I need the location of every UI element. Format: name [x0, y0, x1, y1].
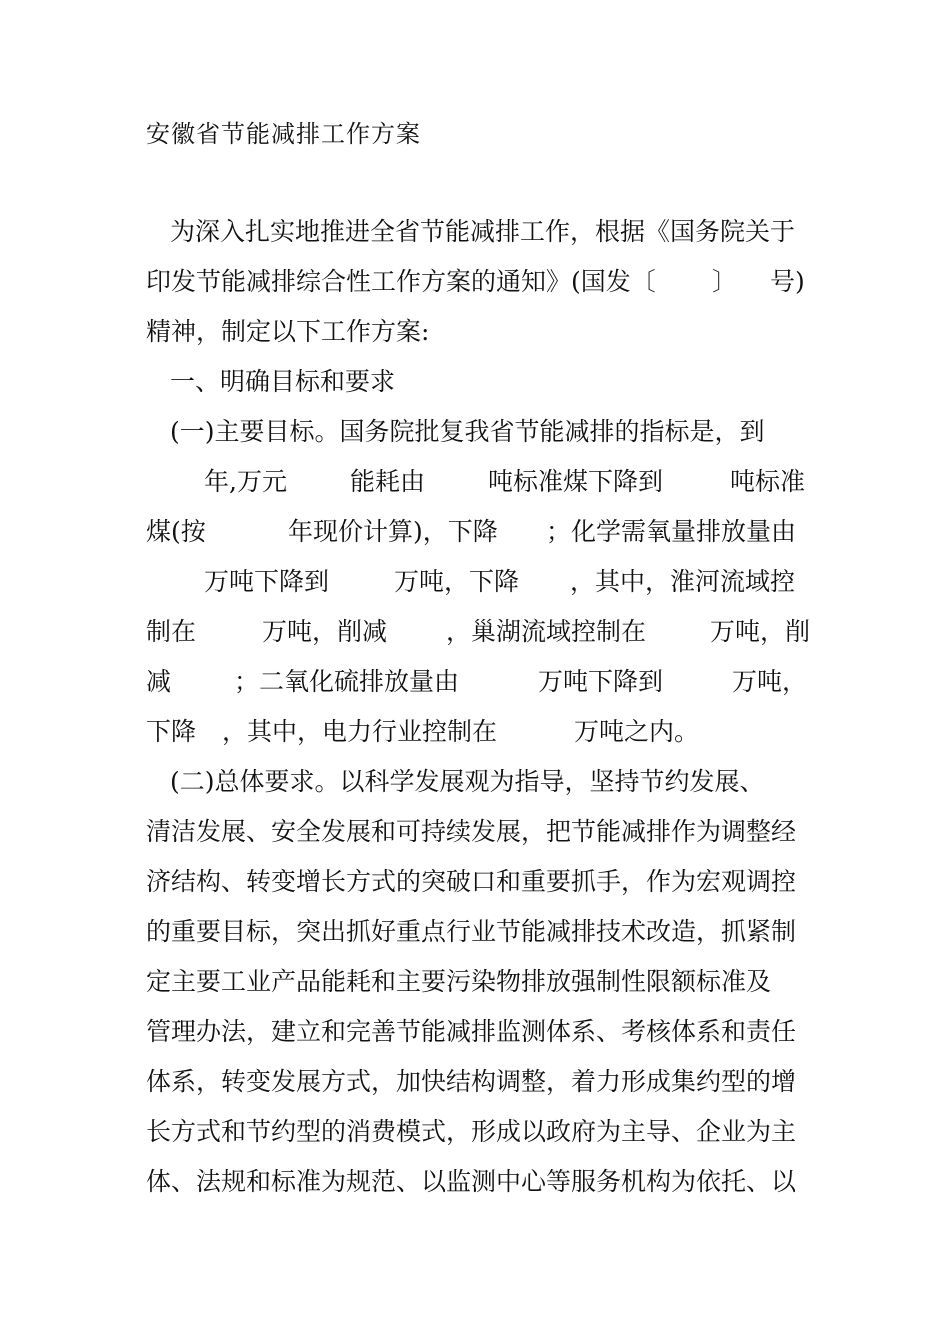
text-segment: 印发节能减排综合性工作方案的通知》(国发〔: [146, 267, 656, 296]
paragraph-line: [0, 812, 950, 852]
text-segment: 吨标准煤下降到: [488, 467, 664, 496]
text-segment: 年,万元: [204, 467, 287, 496]
text-segment: 万吨，削: [710, 617, 811, 646]
text-segment: 济结构、转变增长方式的突破口和重要抓手，作为宏观调控: [146, 867, 797, 896]
paragraph-line: [0, 712, 950, 752]
text-segment: 的重要目标，突出抓好重点行业节能减排技术改造，抓紧制: [146, 917, 797, 946]
text-segment: ；二氧化硫排放量由: [234, 667, 460, 696]
text-segment: 万吨，削减: [262, 617, 388, 646]
paragraph-line: [0, 762, 950, 802]
text-segment: 管理办法，建立和完善节能减排监测体系、考核体系和责任: [146, 1017, 797, 1046]
text-segment: 定主要工业产品能耗和主要污染物排放强制性限额标准及: [146, 967, 772, 996]
text-segment: ；化学需氧量排放量由: [546, 517, 797, 546]
text-segment: 万吨，: [732, 667, 808, 696]
paragraph-line: [0, 612, 950, 652]
text-segment: 煤(按: [146, 517, 206, 546]
text-segment: 吨标准: [730, 467, 806, 496]
text-segment: 制在: [146, 617, 197, 646]
text-segment: ，其中，电力行业控制在: [222, 717, 498, 746]
paragraph-line: [0, 562, 950, 602]
text-segment: 万吨下降到: [204, 567, 330, 596]
text-segment: 能耗由: [350, 467, 426, 496]
text-segment: 万吨，下降: [394, 567, 520, 596]
paragraph-line: [0, 1062, 950, 1102]
paragraph-line: [0, 1162, 950, 1202]
text-segment: 体系，转变发展方式，加快结构调整，着力形成集约型的增: [146, 1067, 797, 1096]
text-segment: 年现价计算)，下降: [288, 517, 498, 546]
paragraph-line: [0, 1012, 950, 1052]
paragraph-line: [0, 312, 950, 352]
paragraph-line: [0, 462, 950, 502]
paragraph-line: [0, 1112, 950, 1152]
text-segment: 清洁发展、安全发展和可持续发展，把节能减排作为调整经: [146, 817, 797, 846]
text-segment: 精神，制定以下工作方案:: [146, 317, 430, 346]
text-segment: 〕: [712, 267, 738, 296]
paragraph-line: [0, 412, 950, 452]
document-title: 安徽省节能减排工作方案: [146, 120, 421, 148]
paragraph-line: [0, 862, 950, 902]
text-segment: 下降: [146, 717, 197, 746]
paragraph-line: [0, 962, 950, 1002]
paragraph-line: [0, 662, 950, 702]
text-segment: 减: [146, 667, 172, 696]
text-segment: ，其中，淮河流域控: [570, 567, 796, 596]
text-segment: 体、法规和标准为规范、以监测中心等服务机构为依托、以: [146, 1167, 797, 1196]
text-segment: (一)主要目标。国务院批复我省节能减排的指标是，到: [170, 417, 765, 446]
text-segment: ，巢湖流域控制在: [446, 617, 647, 646]
paragraph-line: [0, 262, 950, 302]
text-segment: 为深入扎实地推进全省节能减排工作，根据《国务院关于: [170, 217, 796, 246]
text-segment: 一、明确目标和要求: [170, 367, 396, 396]
text-segment: 万吨之内。: [574, 717, 700, 746]
text-segment: (二)总体要求。以科学发展观为指导，坚持节约发展、: [170, 767, 765, 796]
paragraph-line: [0, 512, 950, 552]
paragraph-line: [0, 912, 950, 952]
text-segment: 号): [770, 267, 805, 296]
text-segment: 万吨下降到: [538, 667, 664, 696]
section-heading: [0, 362, 950, 402]
text-segment: 长方式和节约型的消费模式，形成以政府为主导、企业为主: [146, 1117, 797, 1146]
paragraph-line: [0, 212, 950, 252]
